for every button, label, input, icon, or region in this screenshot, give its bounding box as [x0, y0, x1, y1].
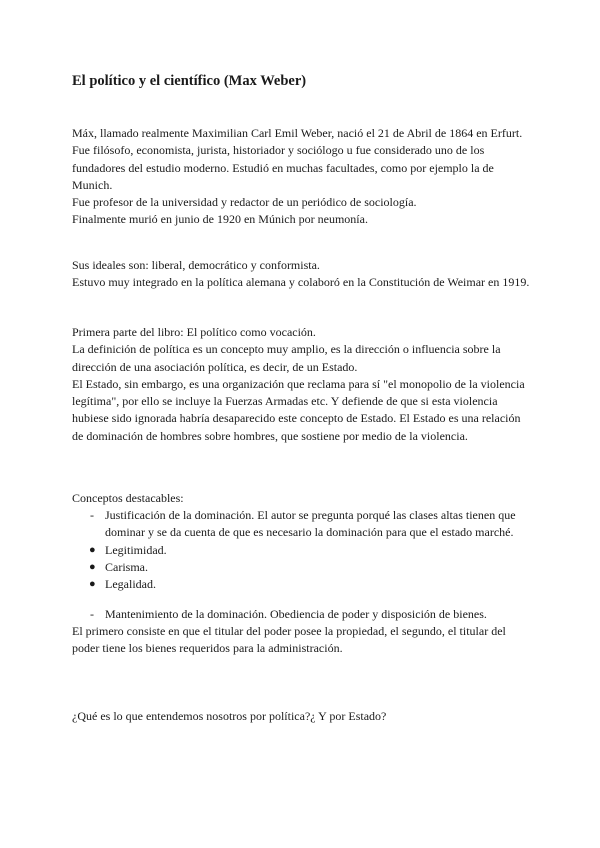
dash-marker: - — [90, 607, 94, 621]
bullet-icon: ● — [89, 560, 96, 573]
list-item-text: Carisma. — [105, 559, 148, 574]
ideals-paragraph: Estuvo muy integrado en la política alemana y colaboró en la Constitución de Weimar en 1919. — [72, 275, 530, 290]
list-item — [72, 559, 532, 576]
bullet-icon: ● — [89, 578, 96, 591]
maintenance-note: El primero consiste en que el titular del poder posee la propiedad, el segundo, el titular del poder tiene los bienes requeridos para la administración. — [72, 624, 506, 656]
list-item — [72, 576, 532, 593]
bio-paragraph: Finalmente murió en junio de 1920 en Múnich por neumonía. — [72, 212, 368, 227]
maintenance-list — [72, 606, 532, 623]
list-item-text: Mantenimiento de la dominación. Obediencia de poder y disposición de bienes. — [105, 607, 487, 621]
dash-marker: - — [90, 508, 94, 522]
list-item — [72, 507, 532, 542]
ideals-section — [72, 257, 532, 292]
bio-paragraph: Fue profesor de la universidad y redactor de un periódico de sociología. — [72, 195, 417, 210]
list-item-text: Legitimidad. — [105, 542, 167, 557]
concepts-list — [72, 507, 532, 593]
document-title: El político y el científico (Max Weber) — [72, 73, 307, 89]
bio-paragraph: Fue filósofo, economista, jurista, historiador y sociólogo u fue considerado uno de los fundadores del estudio moderno. Estudió en muchas facultades, como por ejemplo la de Munich. — [72, 143, 494, 192]
closing-question: ¿Qué es lo que entendemos nosotros por política?¿ Y por Estado? — [72, 709, 387, 723]
first-part-section — [72, 324, 532, 445]
list-item — [72, 542, 532, 559]
list-item — [72, 606, 532, 623]
bio-paragraph: Máx, llamado realmente Maximilian Carl Emil Weber, nació el 21 de Abril de 1864 en Erfurt. — [72, 126, 523, 140]
list-item-text: Legalidad. — [105, 577, 156, 592]
first-part-paragraph: La definición de política es un concepto muy amplio, es la dirección o influencia sobre la dirección de una asociación política, es decir, de un Estado. — [72, 342, 501, 374]
ideals-paragraph: Sus ideales son: liberal, democrático y conformista. — [72, 258, 320, 272]
first-part-heading: Primera parte del libro: El político como vocación. — [72, 325, 316, 339]
bio-section — [72, 125, 532, 229]
first-part-paragraph: El Estado, sin embargo, es una organización que reclama para sí "el monopolio de la violencia legítima", por ello se incluye la Fuerzas Armadas etc. Y defiende de que si esta violencia hubiese sido ignorada habría desaparecido este concepto de Estado. El Estado es una relación de dominación de hombres sobre hombres, que sostiene por medio de la violencia. — [72, 376, 525, 443]
list-item-text: Justificación de la dominación. El autor se pregunta porqué las clases altas tienen que dominar y se da cuenta de que es necesario la dominación para que el estado marché. — [105, 508, 516, 540]
concepts-heading: Conceptos destacables: — [72, 491, 184, 505]
bullet-icon: ● — [89, 543, 96, 556]
